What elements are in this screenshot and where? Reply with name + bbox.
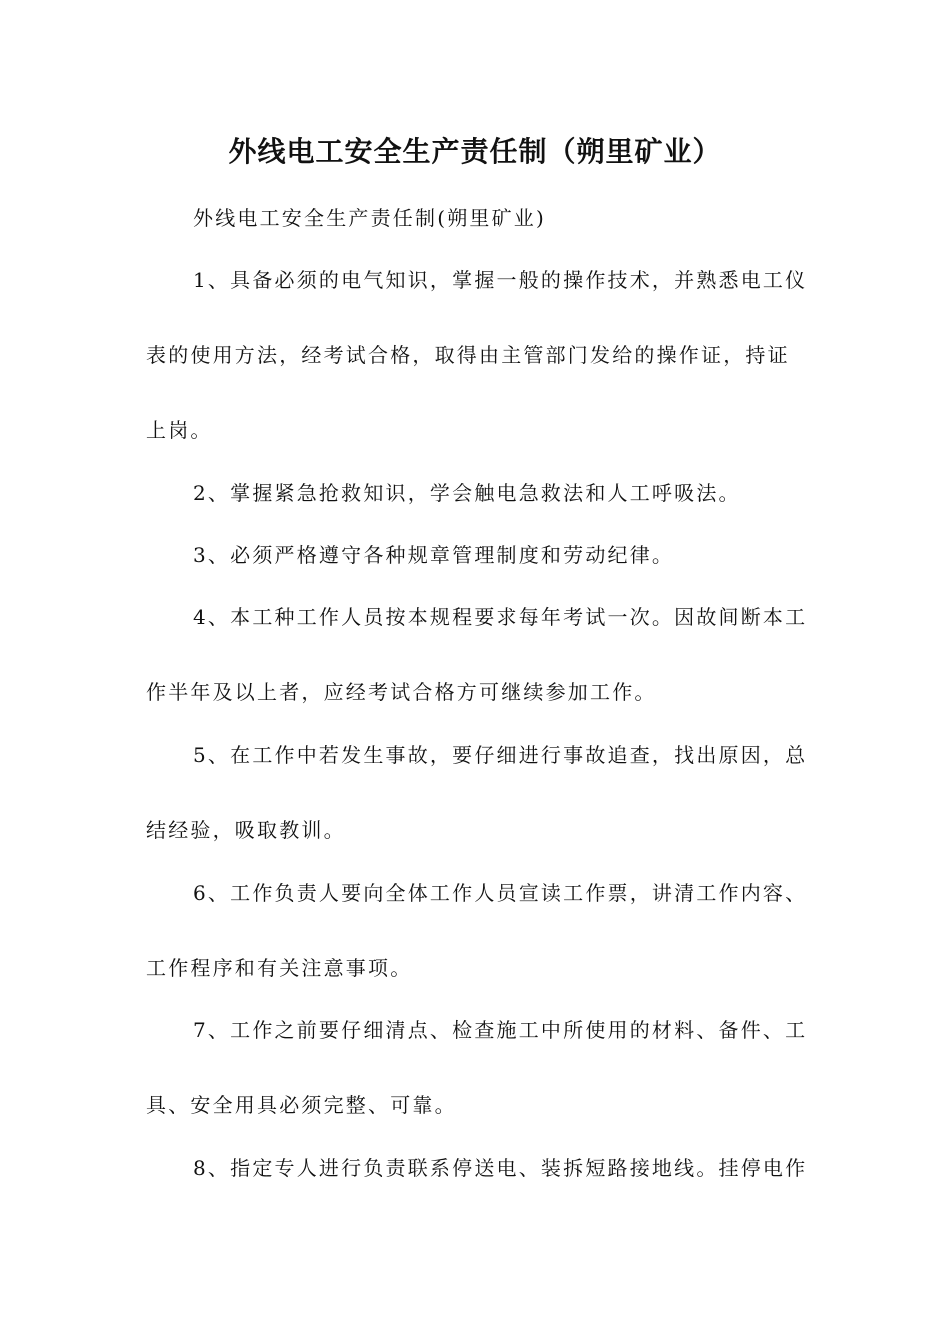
- paragraph-6-line-2: 工作程序和有关注意事项。: [146, 956, 413, 980]
- paragraph-1-line-3: 上岗。: [146, 418, 213, 442]
- paragraph-7-line-1: 7、工作之前要仔细清点、检查施工中所使用的材料、备件、工: [193, 1018, 808, 1042]
- paragraph-6-line-1: 6、工作负责人要向全体工作人员宣读工作票，讲清工作内容、: [193, 881, 808, 905]
- paragraph-4-line-1: 4、本工种工作人员按本规程要求每年考试一次。因故间断本工: [193, 605, 808, 629]
- document-subtitle: 外线电工安全生产责任制(朔里矿业): [193, 206, 547, 230]
- paragraph-3: 3、必须严格遵守各种规章管理制度和劳动纪律。: [193, 543, 675, 567]
- paragraph-2: 2、掌握紧急抢救知识，学会触电急救法和人工呼吸法。: [193, 481, 741, 505]
- paragraph-4-line-2: 作半年及以上者，应经考试合格方可继续参加工作。: [146, 680, 657, 704]
- paragraph-1-line-1: 1、具备必须的电气知识，掌握一般的操作技术，并熟悉电工仪: [193, 268, 808, 292]
- paragraph-7-line-2: 具、安全用具必须完整、可靠。: [146, 1093, 457, 1117]
- paragraph-5-line-2: 结经验，吸取教训。: [146, 818, 346, 842]
- document-title: 外线电工安全生产责任制（朔里矿业）: [228, 135, 722, 168]
- paragraph-1-line-2: 表的使用方法，经考试合格，取得由主管部门发给的操作证，持证: [146, 343, 790, 367]
- paragraph-5-line-1: 5、在工作中若发生事故，要仔细进行事故追查，找出原因，总: [193, 743, 808, 767]
- paragraph-8-line-1: 8、指定专人进行负责联系停送电、装拆短路接地线。挂停电作: [193, 1156, 808, 1180]
